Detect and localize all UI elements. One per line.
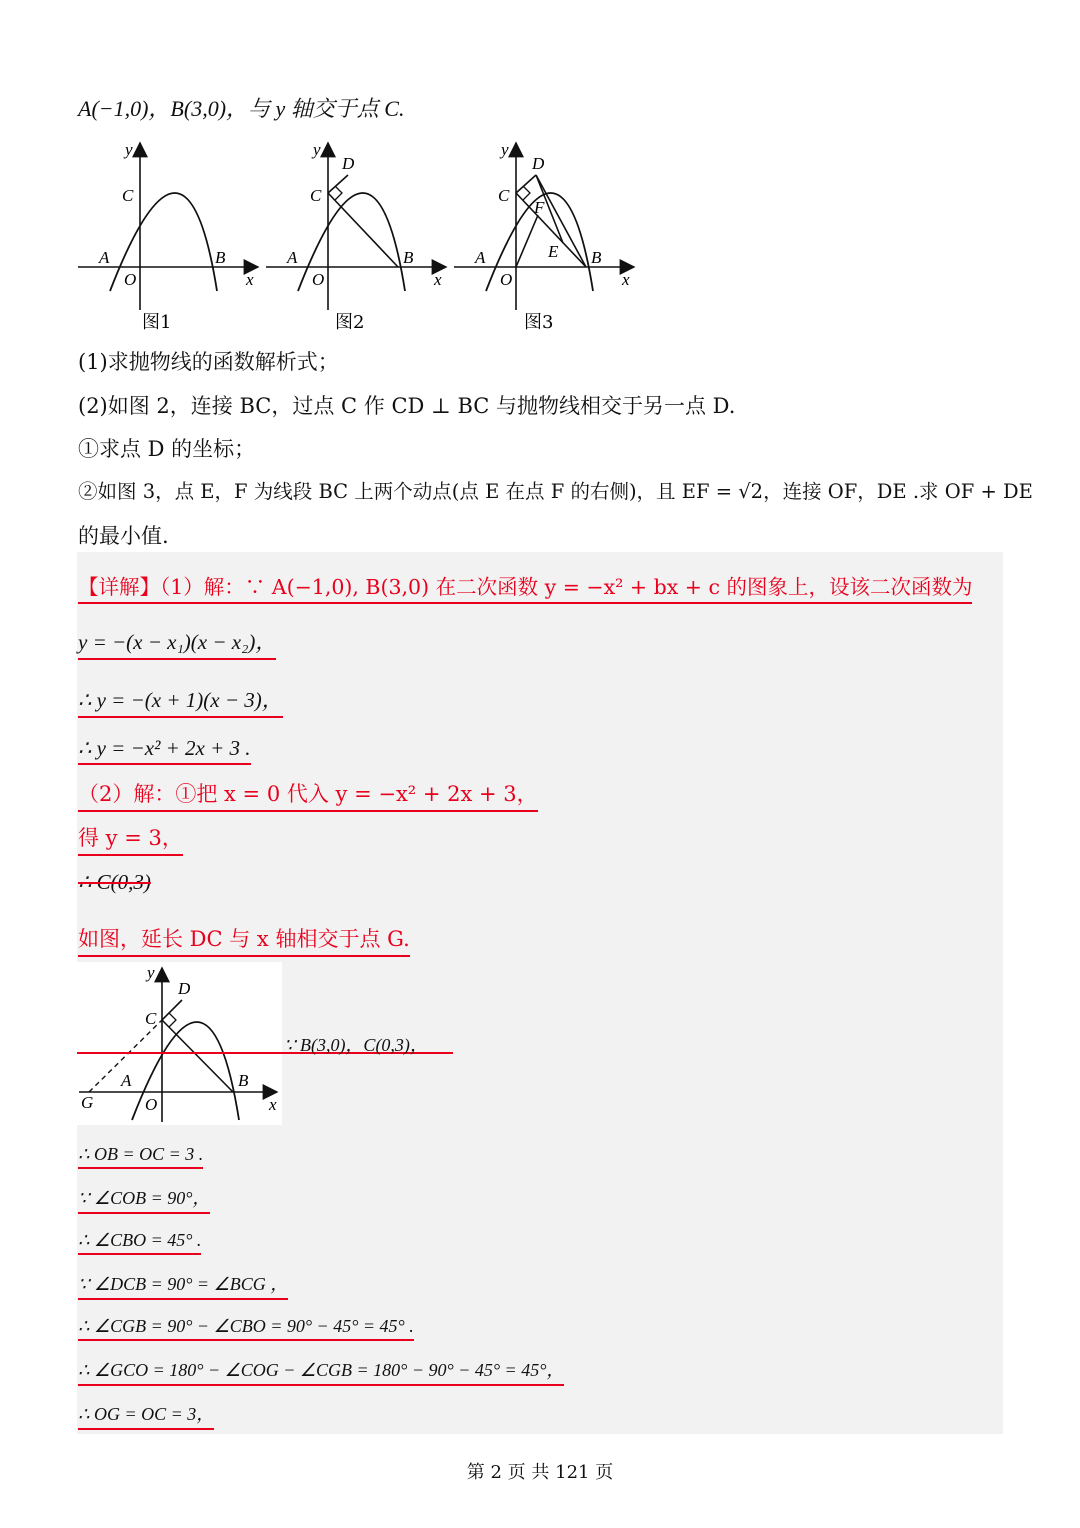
question-2-part-1: ①求点 D 的坐标； — [78, 437, 256, 461]
solution-step-2: y = −(x − x₁)(x − x₂)， — [78, 626, 276, 660]
question-2-part-2-cont: 的最小值. — [78, 524, 169, 548]
figure-3 — [454, 140, 634, 333]
solution-step-13: ∵ ∠DCB = 90° = ∠BCG ， — [78, 1270, 288, 1300]
question-1: (1)求抛物线的函数解析式； — [78, 350, 339, 374]
origin-label: O — [124, 270, 137, 289]
point-C-label: C — [122, 186, 134, 205]
question-2-part-2: ②如图 3，点 E，F 为线段 BC 上两个动点(点 E 在点 F 的右侧)，且 EF = √2，连接 OF，DE .求 OF + DE — [78, 480, 1033, 503]
svg-text:y: y — [313, 140, 321, 159]
intro-line: A(−1,0)，B(3,0)，与 y 轴交于点 C. — [78, 96, 405, 121]
right-angle-mark — [335, 186, 342, 200]
svg-text:D: D — [342, 154, 355, 173]
solution-step-9: ∵ B(3,0)，C(0,3)， — [284, 1035, 428, 1055]
svg-text:B: B — [403, 248, 414, 267]
solution-line-1 — [78, 570, 972, 604]
figure-1 — [78, 140, 258, 333]
solution-step-4: ∴ y = −x² + 2x + 3 . — [78, 736, 251, 765]
svg-text:A: A — [287, 248, 298, 267]
x-axis-label: x — [246, 270, 254, 289]
solution-step-6: 得 y = 3， — [78, 822, 183, 856]
svg-text:E: E — [548, 242, 559, 261]
solution-figure — [77, 962, 282, 1125]
svg-text:x: x — [269, 1095, 277, 1114]
fig3-caption: 图3 — [524, 312, 554, 333]
question-2: (2)如图 2，连接 BC，过点 C 作 CD ⊥ BC 与抛物线相交于另一点 D. — [78, 394, 736, 418]
svg-text:O: O — [312, 270, 325, 289]
svg-text:O: O — [500, 270, 513, 289]
solution-step-1: （1）解：∵ A(−1,0), B(3,0) 在二次函数 y = −x² + bx + c 的图象上，设该二次函数为 — [160, 575, 973, 599]
svg-text:B: B — [591, 248, 602, 267]
svg-text:x: x — [434, 270, 442, 289]
solution-step-11: ∵ ∠COB = 90°， — [78, 1184, 210, 1214]
svg-text:C: C — [310, 186, 322, 205]
solution-step-8: 如图，延长 DC 与 x 轴相交于点 G. — [78, 923, 410, 957]
svg-text:C: C — [498, 186, 510, 205]
svg-text:y: y — [501, 140, 509, 159]
solution-step-7: ∴ C(0,3) — [78, 870, 151, 894]
svg-text:D: D — [532, 154, 545, 173]
point-G-label: G — [81, 1093, 94, 1112]
solution-step-16: ∴ OG = OC = 3， — [78, 1400, 214, 1430]
figure-2 — [266, 140, 446, 333]
segment-OF — [516, 215, 538, 267]
svg-text:O: O — [145, 1095, 158, 1114]
svg-text:x: x — [622, 270, 630, 289]
solution-step-3: ∴ y = −(x + 1)(x − 3)， — [78, 684, 283, 718]
svg-text:B: B — [238, 1071, 249, 1090]
segment-BC — [328, 193, 398, 267]
y-axis-label: y — [125, 140, 133, 159]
solution-step-14: ∴ ∠CGB = 90° − ∠CBO = 90° − 45° = 45° . — [78, 1316, 414, 1341]
page-footer: 第 2 页 共 121 页 — [466, 1462, 614, 1483]
detail-tag: 【详解】 — [78, 575, 160, 599]
point-A-label: A — [99, 248, 110, 267]
svg-text:y: y — [147, 963, 155, 982]
solution-step-5: （2）解：①把 x = 0 代入 y = −x² + 2x + 3， — [78, 778, 538, 812]
solution-step-15: ∴ ∠GCO = 180° − ∠COG − ∠CGB = 180° − 90° − 45° = 45°， — [78, 1356, 564, 1386]
segment-CD — [328, 175, 348, 193]
solution-step-10: ∴ OB = OC = 3 . — [78, 1144, 203, 1169]
svg-text:F: F — [534, 198, 545, 217]
svg-text:A: A — [121, 1071, 132, 1090]
figures-row — [70, 135, 650, 335]
point-B-label: B — [215, 248, 226, 267]
svg-text:A: A — [475, 248, 486, 267]
svg-text:D: D — [178, 979, 191, 998]
svg-text:C: C — [145, 1009, 157, 1028]
fig2-caption: 图2 — [335, 312, 365, 333]
solution-step-12: ∴ ∠CBO = 45° . — [78, 1230, 201, 1255]
fig1-caption: 图1 — [142, 312, 172, 333]
